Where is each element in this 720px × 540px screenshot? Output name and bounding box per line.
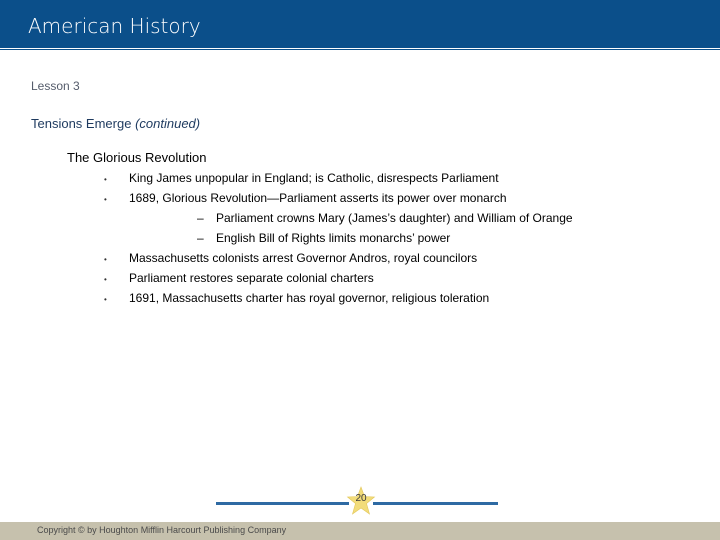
bullet-marker: • [104, 255, 107, 264]
header-bar [0, 0, 720, 49]
list-item: King James unpopular in England; is Catholic, disrespects Parliament [129, 171, 499, 185]
list-item: Parliament restores separate colonial charters [129, 271, 374, 285]
section-qualifier: (continued) [135, 116, 201, 131]
sub-list-item: English Bill of Rights limits monarchs’ power [216, 231, 451, 245]
lesson-label: Lesson 3 [31, 79, 80, 93]
divider-right [373, 502, 498, 505]
copyright-text: Copyright © by Houghton Mifflin Harcourt Publishing Company [37, 525, 287, 535]
bullet-marker: • [104, 275, 107, 284]
sub-list-item: Parliament crowns Mary (James’s daughter) and William of Orange [216, 211, 573, 225]
footer-bar [0, 522, 720, 540]
list-item: 1689, Glorious Revolution—Parliament asserts its power over monarch [129, 191, 507, 205]
dash-marker: – [197, 231, 204, 245]
bullet-marker: • [104, 295, 107, 304]
course-title: American History [28, 14, 201, 38]
section-title [31, 116, 200, 131]
page-number: 20 [355, 493, 367, 504]
dash-marker: – [197, 211, 204, 225]
bullet-marker: • [104, 175, 107, 184]
bullet-marker: • [104, 195, 107, 204]
topic-heading: The Glorious Revolution [67, 150, 207, 165]
section-title-text: Tensions Emerge [31, 116, 132, 131]
list-item: Massachusetts colonists arrest Governor Andros, royal councilors [129, 251, 478, 265]
divider-left [216, 502, 349, 505]
list-item: 1691, Massachusetts charter has royal governor, religious toleration [129, 291, 490, 305]
